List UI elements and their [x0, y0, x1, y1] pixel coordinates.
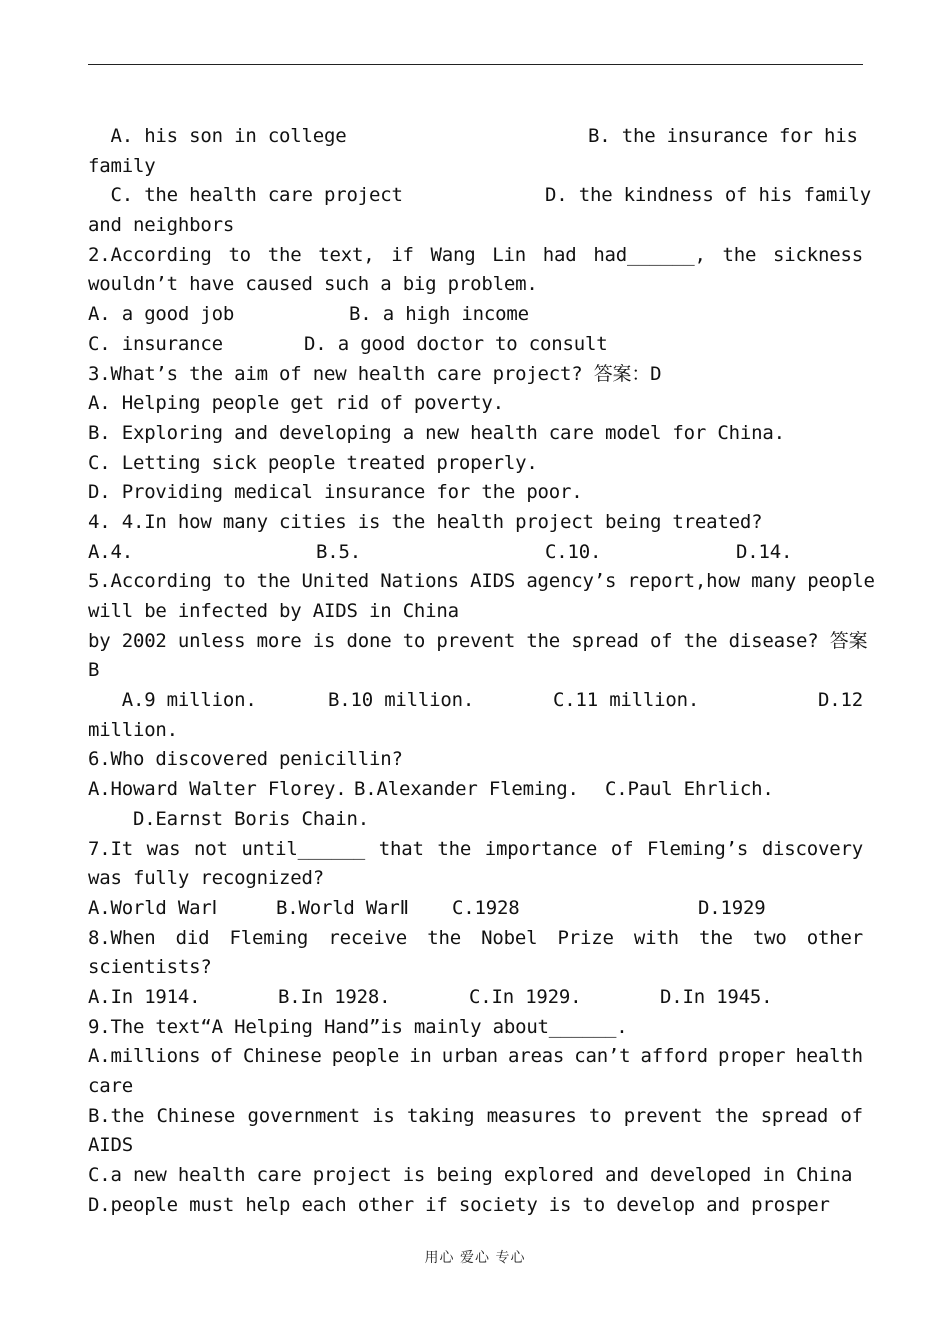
word: sickness — [773, 243, 863, 266]
q2-options-cd — [88, 330, 863, 360]
option-text: C. the health care project — [88, 184, 403, 207]
word: spread — [760, 1104, 829, 1127]
option-text: C.11 million. — [553, 689, 700, 712]
option-text: A. a good job — [88, 303, 235, 326]
option-text: C. Letting sick people treated properly. — [88, 451, 538, 474]
q6-stem: 6.Who discovered penicillin? — [88, 748, 403, 771]
word: other — [806, 926, 863, 949]
q4-stem: 4. 4.In how many cities is the health project being treated? — [88, 510, 763, 533]
word: health — [795, 1045, 863, 1068]
q7-options — [88, 894, 863, 924]
option-text: A. Helping people get rid of poverty. — [88, 392, 504, 415]
text-line: AIDS — [88, 1134, 133, 1157]
word: A.millions — [88, 1045, 201, 1068]
option-text: D.12 — [818, 689, 863, 712]
option-text: B.In 1928. — [278, 985, 391, 1008]
option-text: B.5. — [316, 540, 361, 563]
word: text, — [318, 243, 375, 266]
word: had______, — [593, 243, 706, 266]
q1-options-ab — [88, 122, 863, 152]
option-text: D.Earnst Boris Chain. — [88, 807, 369, 830]
word: that — [378, 837, 424, 860]
option-text: B. the insurance for his — [588, 125, 858, 147]
word: did — [175, 926, 210, 949]
word: of — [840, 1104, 863, 1127]
option-text: A. his son in college — [88, 125, 347, 147]
word: can’t — [574, 1045, 631, 1068]
word: 7.It — [88, 837, 133, 860]
word: Chinese — [242, 1045, 322, 1068]
word: proper — [717, 1045, 786, 1068]
word: was — [146, 837, 181, 860]
word: people — [331, 1045, 400, 1068]
option-text: C.a new health care project is being explored and developed in China — [88, 1164, 853, 1187]
word: if — [391, 243, 414, 266]
text-line: and neighbors — [88, 214, 235, 237]
answer-text: B — [88, 659, 100, 682]
q8-stem — [88, 924, 863, 954]
word: two — [752, 926, 787, 949]
word: to — [228, 243, 251, 266]
option-text: B.10 million. — [328, 689, 475, 712]
text-line: by 2002 unless more is done to prevent the spread of the disease? 答案 — [88, 629, 868, 652]
q2-options-ab — [88, 300, 863, 330]
q7-stem — [88, 835, 863, 865]
option-text: D. the kindness of his family — [545, 184, 871, 207]
q9-option-b — [88, 1102, 863, 1132]
word: of — [610, 837, 634, 860]
word: to — [588, 1104, 612, 1127]
option-text: A.Howard Walter Florey. — [88, 778, 347, 801]
word: Nobel — [481, 926, 538, 949]
option-text: A.9 million. — [88, 689, 257, 712]
word: the — [437, 837, 472, 860]
word: the — [427, 926, 461, 949]
word: Lin — [492, 243, 526, 266]
text-line: will be infected by AIDS in China — [88, 600, 459, 622]
word: Prize — [557, 926, 614, 949]
option-text: D.1929 — [698, 896, 766, 919]
word: prevent — [623, 1104, 703, 1127]
q1-options-cd — [88, 181, 871, 211]
option-text: D.people must help each other if society is to develop and prosper — [88, 1193, 830, 1216]
q2-stem — [88, 241, 863, 271]
q9-stem: 9.The text“A Helping Hand”is mainly about______. — [88, 1015, 628, 1038]
word: Fleming’s — [646, 837, 749, 860]
word: the — [714, 1104, 749, 1127]
word: afford — [640, 1045, 708, 1068]
word: in — [409, 1045, 432, 1068]
q5-stem: 5.According to the United Nations AIDS agency’s report,how many people — [88, 570, 875, 593]
word: Wang — [430, 243, 476, 266]
word: 8.When — [88, 926, 156, 949]
word: 2.According — [88, 243, 212, 266]
option-text: A.In 1914. — [88, 985, 201, 1008]
option-text: A.4. — [88, 540, 133, 563]
word: importance — [484, 837, 598, 860]
q3-stem: 3.What’s the aim of new health care project? 答案：D — [88, 362, 662, 385]
text-line: care — [88, 1075, 133, 1097]
word: taking — [406, 1104, 475, 1127]
word: had — [542, 243, 577, 266]
option-text: C.Paul Ehrlich. — [605, 778, 774, 801]
word: of — [210, 1045, 233, 1068]
word: not — [194, 837, 228, 860]
word: Chinese — [156, 1104, 236, 1127]
word: until______ — [241, 837, 366, 860]
option-text: B.Alexander Fleming. — [354, 778, 579, 801]
word: receive — [328, 926, 408, 949]
option-text: C.1928 — [452, 896, 520, 919]
page-footer: 用心 爱心 专心 — [424, 1250, 526, 1266]
word: is — [372, 1104, 395, 1127]
q9-option-a — [88, 1042, 863, 1072]
option-text: B.World WarⅡ — [276, 896, 409, 919]
option-text: C. insurance — [88, 332, 223, 355]
option-text: C.10. — [545, 540, 602, 563]
option-text: B. a high income — [349, 303, 529, 326]
option-text: D. Providing medical insurance for the poor. — [88, 481, 583, 504]
header-rule — [88, 64, 863, 65]
option-text: D.In 1945. — [660, 985, 773, 1008]
word: discovery — [761, 837, 863, 860]
text-line: wouldn’t have caused such a big problem. — [88, 273, 538, 296]
option-text: B. Exploring and developing a new health care model for China. — [88, 421, 785, 444]
document-body — [88, 122, 875, 1220]
text-line: family — [88, 154, 156, 177]
word: the — [722, 243, 757, 266]
option-text: D. a good doctor to consult — [304, 332, 608, 355]
word: areas — [507, 1045, 565, 1068]
word: B.the — [88, 1104, 145, 1127]
word: urban — [441, 1045, 498, 1068]
text-line: million. — [88, 718, 178, 741]
option-text: C.In 1929. — [469, 985, 582, 1008]
q8-options — [88, 983, 863, 1013]
text-line: was fully recognized? — [88, 867, 325, 890]
word: government — [247, 1104, 360, 1127]
option-text: A.World WarⅠ — [88, 896, 218, 919]
option-text: D.14. — [736, 540, 793, 563]
word: measures — [486, 1104, 577, 1127]
q4-options — [88, 538, 863, 568]
text-line: scientists? — [88, 956, 212, 979]
word: Fleming — [229, 926, 309, 949]
word: the — [699, 926, 733, 949]
word: with — [633, 926, 679, 949]
q6-options-abc — [88, 775, 863, 805]
q5-options — [88, 686, 863, 716]
word: the — [267, 243, 302, 266]
